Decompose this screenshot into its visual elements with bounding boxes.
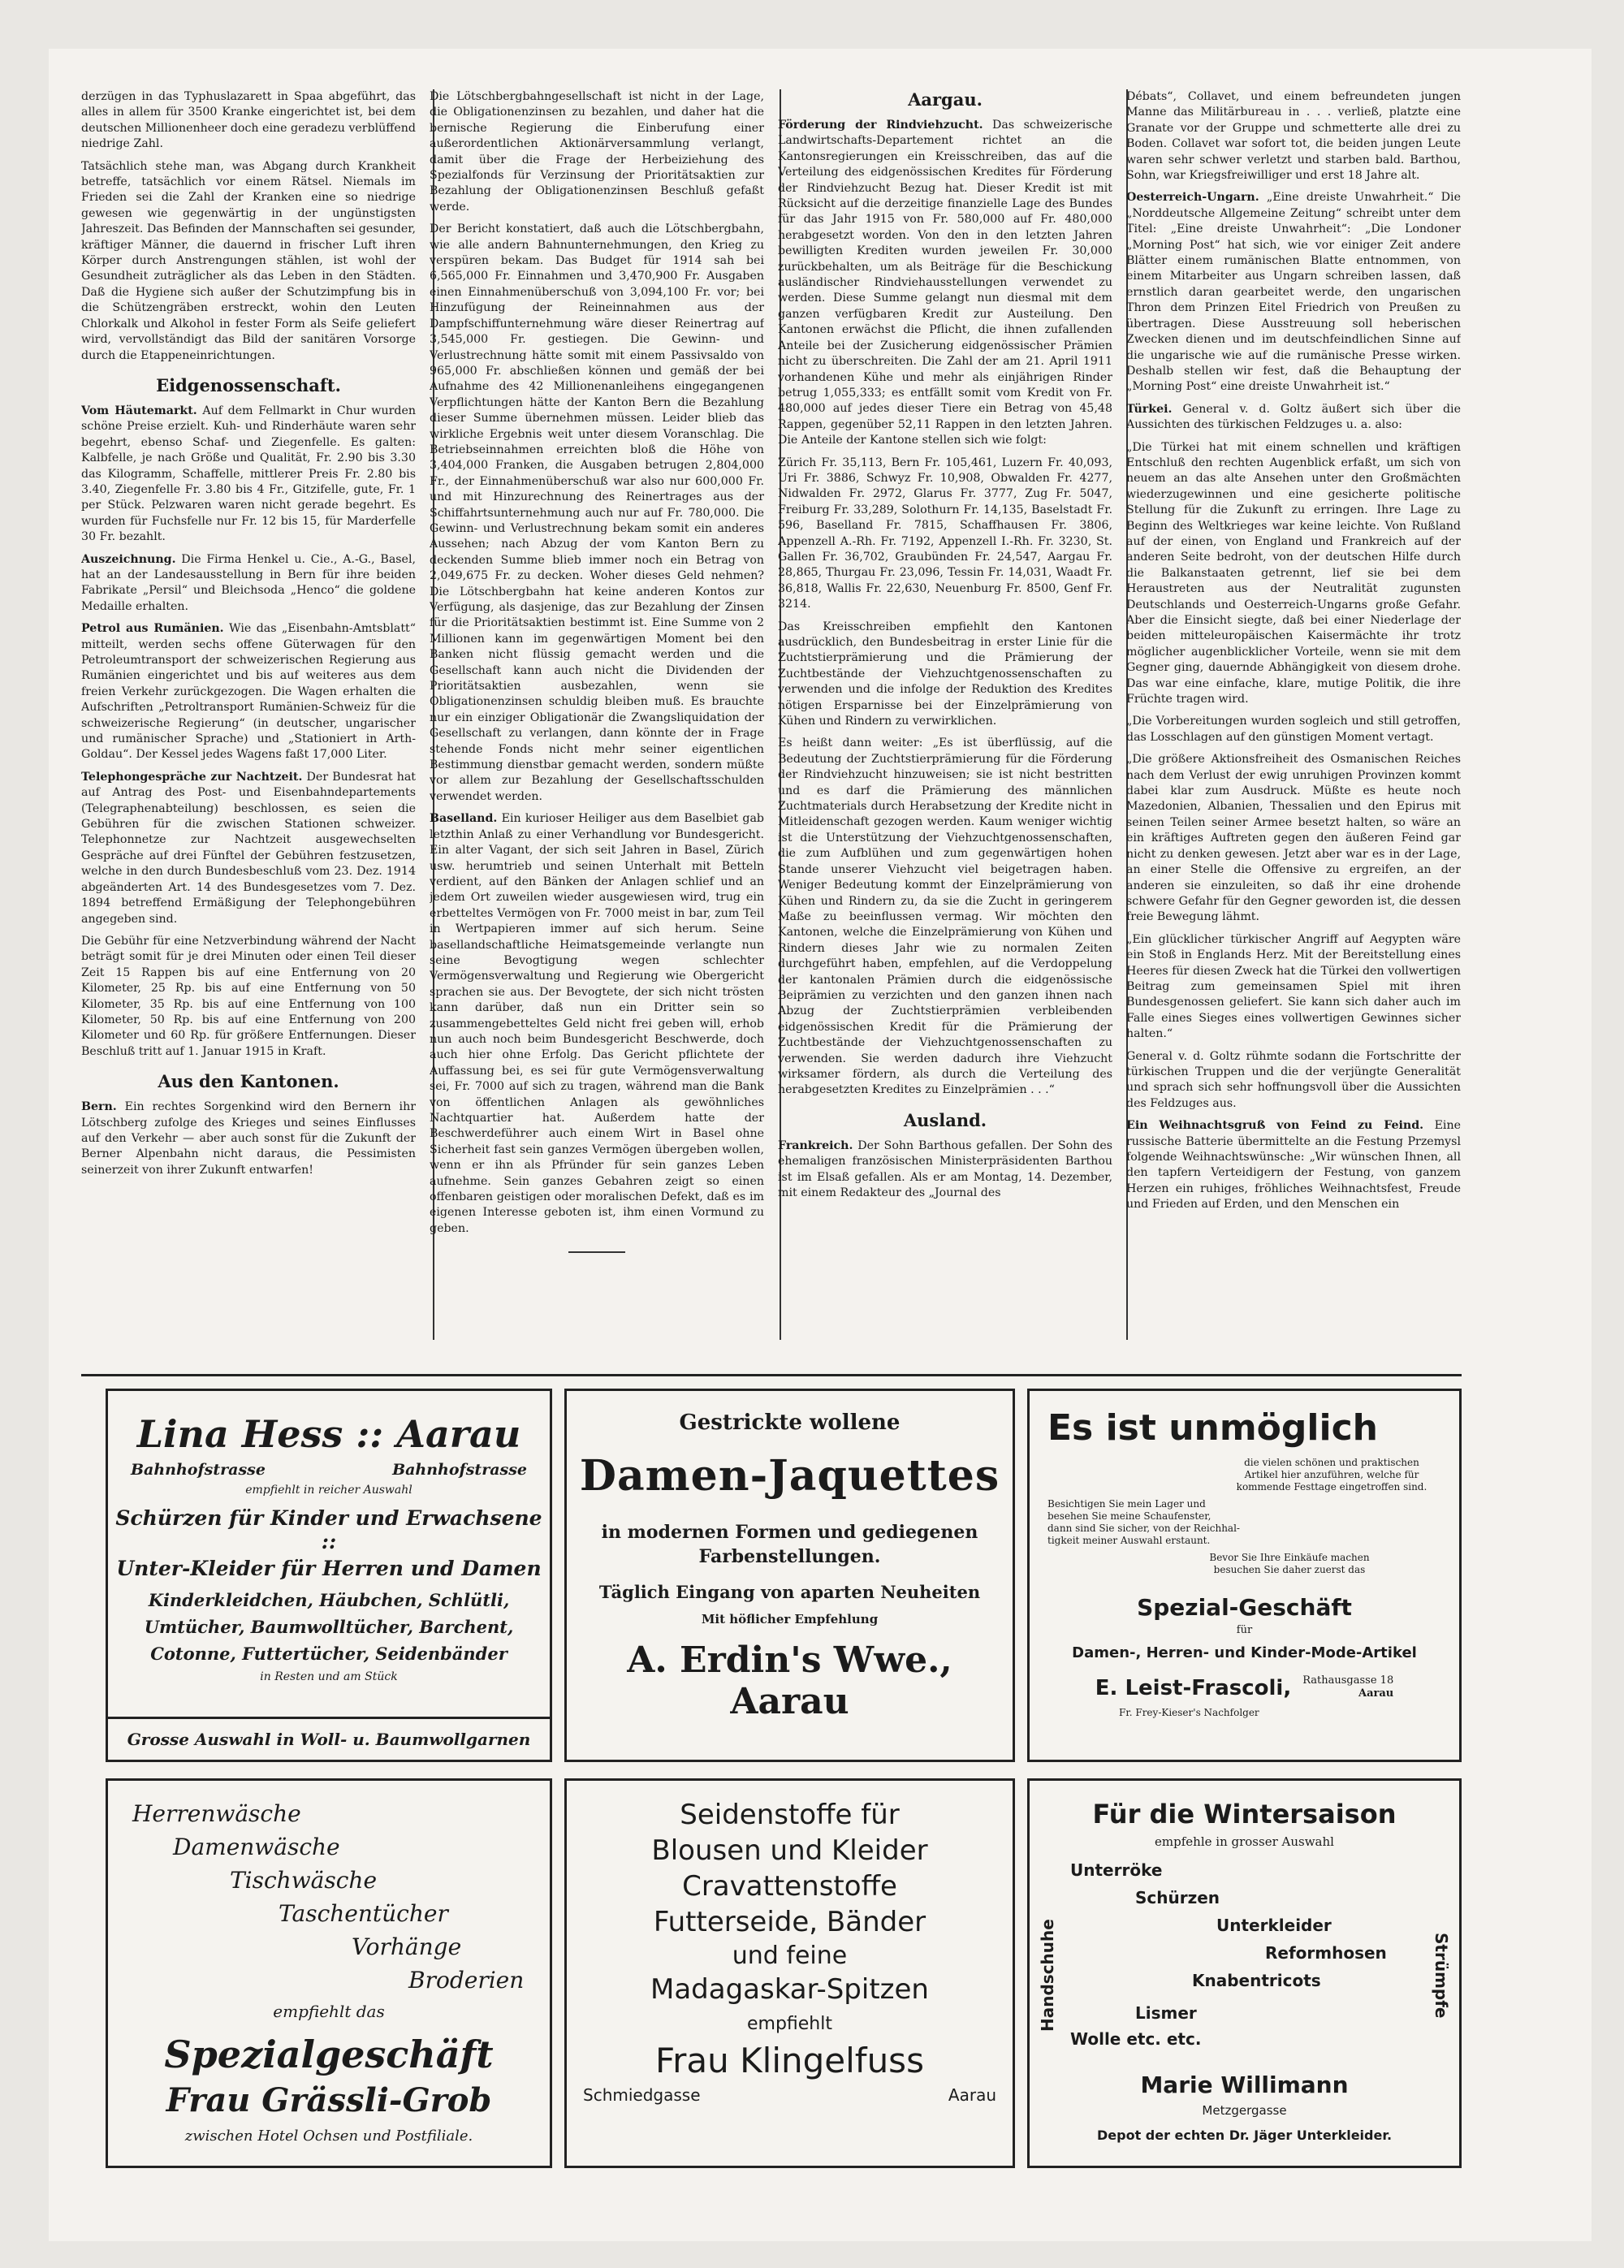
ad-text: Tischwäsche — [230, 1867, 378, 1894]
ad-text: Farbenstellungen. — [698, 1546, 881, 1567]
ad-item: Unterröke — [1070, 1860, 1163, 1880]
ad-item: Wolle etc. etc. — [1070, 2029, 1202, 2049]
paragraph: Der Bericht konstatiert, daß auch die Lötschbergbahn, wie alle andern Bahnunternehmungen, den Krieg zu verspüren bekam. Das Budget für 1914 sah bei 6,565,000 Fr. Einnahmen und 3,470,900 Fr. Ausgaben einen Einnahmenüberschuß von 3,094,100 Fr. vor; bei Hinzufügung der Reineinnahmen aus der Dampfschiffunternehmung wäre dieser Reinertrag auf 3,545,000 Fr. gestiegen. Die Gewinn- und Verlustrechnung hätte somit mit einem Passivsaldo von 965,000 Fr. abschließen können und gemäß der bei Aufnahme des 42 Millionenanleihens eingegangenen Verpflichtungen hätte der Kanton Bern die Bezahlung dieser Summe übernehmen müssen. Leider blieb das wirkliche Ergebnis weit unter diesem Voranschlag. Die Betriebseinnahmen erreichten bloß die Höhe von 3,404,000 Franken, die Ausgaben betrugen 2,804,000 Fr., der Einnahmenüberschuß war also nur 600,000 Fr. und mit Hinzurechnung des Reinertrages aus der Schiffahrtsunternehmung auch nur auf Fr. 780,000. Die Gewinn- und Verlustrechnung bekam somit ein anderes Aussehen; nach Abzug der vom Kanton Bern zu deckenden Summe blieb immer noch ein Betrag von 2,049,675 Fr. zu decken. Woher dieses Geld nehmen? Die Lötschbergbahn hat keine anderen Kontos zur Verfügung, als dasjenige, das zur Bezahlung der Zinsen für die Prioritätsaktien bestimmt ist. Eine Summe von 2 Millionen kann im gegenwärtigen Moment bei den Banken nicht flüssig gemacht werden und die Gesellschaft kann auch nicht die Dividenden der Prioritätsaktien ausbezahlen, wenn sie Obligationenzinsen schuldig bleiben muß. Es brauchte nur ein einziger Obligationär die Zwangsliquidation der Gesellschaft zu verlangen, dann könnte der in Frage stehende Fonds nicht mehr seiner eigentlichen Bestimmung dienstbar gemacht werden, sondern müßte vor allem zur Bezahlung der Gesellschaftsschulden verwendet werden. — [430, 222, 764, 803]
runin-heading: Ein Weihnachtsgruß von Feind zu Feind. — [1126, 1119, 1424, 1133]
ad-text: Täglich Eingang von aparten Neuheiten — [598, 1582, 981, 1602]
advertisements — [81, 1389, 1462, 2184]
paragraph: Türkei. General v. d. Goltz äußert sich über die Aussichten des türkischen Feldzuges u. a. also: — [1126, 402, 1461, 432]
ad-text: Cotonne, Futtertücher, Seidenbänder — [150, 1644, 508, 1664]
runin-heading: Auszeichnung. — [81, 552, 176, 566]
runin-heading: Türkei. — [1126, 402, 1173, 416]
ad-text: dann sind Sie sicher, von der Reichhal- — [1047, 1523, 1240, 1534]
ad-firm: E. Leist-Frascoli, — [1095, 1676, 1292, 1700]
ad-text: Taschentücher — [279, 1900, 448, 1927]
ad-address: zwischen Hotel Ochsen und Postfiliale. — [184, 2128, 473, 2145]
paragraph: Auszeichnung. Die Firma Henkel u. Cie., A.-G., Basel, hat an der Landesausstellung in Bern für ihre beiden Fabrikate „Persil“ und Bleichsoda „Henco“ die goldene Medaille erhalten. — [81, 552, 416, 613]
ad-text: besuchen Sie daher zuerst das — [1213, 1564, 1366, 1575]
paragraph: Förderung der Rindviehzucht. Das schweizerische Landwirtschafts-Departement richtet an die Kantonsregierungen ein Kreisschreiben, das auf die Verteilung des eidgenössischen Kredites für Förderung der Rindviehzucht Bezug hat. Dieser Kredit ist mit Rücksicht auf die derzeitige finanzielle Lage des Bundes für das Jahr 1915 von Fr. 580,000 auf Fr. 480,000 herabgesetzt worden. Von den in den letzten Jahren bewilligten Krediten wurden jeweilen Fr. 30,000 zurückbehalten, um als Beiträge für die Beschickung ausländischer Rindviehausstellungen verwendet zu werden. Diese Summe gelangt nun diesmal mit dem ganzen verfügbaren Kredit zur Austeilung. Den Kantonen erwächst die Pflicht, die ihnen zufallenden Anteile bei der Zusicherung eidgenössischer Prämien nicht zu überschreiten. Die Zahl der am 21. April 1911 vorhandenen Kühe und mehr als einjährigen Rinder betrug 1,055,333; es entfällt somit vom Kredit von Fr. 480,000 auf jedes dieser Tiere ein Betrag von 45,48 Rappen, gegenüber 52,11 Rappen in den letzten Jahren. Die Anteile der Kantone stellen sich wie folgt: — [778, 119, 1112, 447]
ad-willimann — [1027, 1778, 1462, 2168]
runin-heading: Bern. — [81, 1100, 117, 1114]
ad-text: Umtücher, Baumwolltücher, Barchent, — [144, 1617, 514, 1637]
column-2 — [430, 89, 764, 1356]
ad-text: empfehle in grosser Auswahl — [1155, 1834, 1334, 1849]
ad-text: besehen Sie meine Schaufenster, — [1047, 1510, 1212, 1522]
ad-address: Rathausgasse 18 — [1302, 1674, 1394, 1687]
ad-text: Fr. Frey-Kieser's Nachfolger — [1119, 1707, 1259, 1718]
section-heading-eidgenossenschaft: Eidgenossenschaft. — [156, 374, 341, 395]
ad-title: Es ist unmöglich — [1047, 1407, 1378, 1449]
paragraph: Ein Weihnachtsgruß von Feind zu Feind. Eine russische Batterie übermittelte an die Festung Przemysl folgende Weihnachtswünsche: „Wir wünschen Ihnen, all den tapfern Verteidigern der Festung, von ganzem Herzen ein ruhiges, fröhliches Weihnachtsfest, Freude und Frieden auf Erden, und den Menschen ein — [1126, 1119, 1461, 1212]
paragraph: Die Lötschbergbahngesellschaft ist nicht in der Lage, die Obligationenzinsen zu bezahlen, und daher hat die bernische Regierung die Einberufung einer außerordentlichen Aktionärversammlung verlangt, damit über die Frage der Herbeiziehung des Spezialfonds für Verzinsung der Prioritätsaktien zur Bezahlung der Obligationenzinsen Beschluß gefaßt werde. — [430, 90, 764, 214]
ad-text: für — [1236, 1624, 1253, 1636]
ad-text: Unter-Kleider für Herren und Damen — [116, 1557, 542, 1580]
ad-klingelfuss — [564, 1778, 1015, 2168]
paragraph: Die Gebühr für eine Netzverbindung während der Nacht beträgt somit für je drei Minuten oder einen Teil dieser Zeit 15 Rappen bis auf eine Entfernung von 20 Kilometer, 25 Rp. bis auf eine Entfernung von 50 Kilometer, 35 Rp. bis auf eine Entfernung von 100 Kilometer, 50 Rp. bis auf eine Entfernung von 200 Kilometer und 60 Rp. für größere Entfernungen. Dieser Beschluß tritt auf 1. Januar 1915 in Kraft. — [81, 934, 416, 1058]
ad-text: Mit höflicher Empfehlung — [701, 1612, 879, 1626]
ad-text: in modernen Formen und gediegenen — [601, 1522, 978, 1543]
ad-text: Herrenwäsche — [132, 1800, 301, 1827]
ad-text: die vielen schönen und praktischen — [1244, 1457, 1419, 1468]
ad-text: und feine — [732, 1942, 848, 1970]
paragraph: „Die größere Aktionsfreiheit des Osmanischen Reiches nach dem Verlust der ewig unruhigen Provinzen kommt dabei klar zum Ausdruck. Müßte es heute noch Mazedonien, Albanien, Thessalien und den Epirus mit seinen Teilen seiner Armee besetzt halten, so wäre an ein kräftiges Auftreten gegen den äußeren Feind gar nicht zu denken gewesen. Jetzt aber war es in der Lage, an einer Stelle die Offensive zu ergreifen, an der anderen sie einzuleiten, so daß ihr eine drohende schwere Gefahr für den Gegner geworden ist, die dessen freie Bewegung lähmt. — [1126, 753, 1461, 924]
paragraph: Baselland. Ein kurioser Heiliger aus dem Baselbiet gab letzthin Anlaß zu einer Verhandlung vor Bundesgericht. Ein alter Vagant, der sich seit Jahren in Basel, Zürich usw. herumtrieb und seinen Unterhalt mit Betteln verdient, auf den Bänken der Anlagen schlief und an jedem Ort zuweilen wieder ausgewiesen wird, trug ein erbetteltes Vermögen von Fr. 7000 meist in bar, zum Teil in Wertpapieren immer auf sich herum. Seine basellandschaftliche Heimatsgemeinde verlangte nun seine Bevogtigung wegen schlechter Vermögensverwaltung und Regierung wie Obergericht sprachen sie aus. Der Bevogtete, der sich nicht trösten kann darüber, daß nun ein Dritter sein so zusammengebetteltes Geld nicht frei geben will, erhob nun auch noch beim Bundesgericht Beschwerde, doch auch hier ohne Erfolg. Das Gericht pflichtete der Auffassung bei, es sei für gute Vermögensverwaltung sei, Fr. 7000 auf sich zu tragen, während man die Bank von öffentlichen Anlagen als gewöhnliches Nachtquartier hat. Außerdem hatte der Beschwerdeführer auch einem Wirt in Basel ohne Sicherheit fast sein ganzes Vermögen übergeben wollen, wenn er ihn als Pfründer für sein ganzes Leben aufnehme. Sein ganzes Gebahren zeigt so einen offenbaren geistigen oder moralischen Defekt, daß es im eigenen Interesse geboten ist, ihm einen Vormund zu geben. — [430, 812, 764, 1235]
ad-graessli-grob — [106, 1778, 552, 2168]
column-3 — [778, 89, 1112, 1356]
ad-text: tigkeit meiner Auswahl erstaunt. — [1047, 1535, 1211, 1546]
paragraph: Tatsächlich stehe man, was Abgang durch Krankheit betreffe, tatsächlich vor einem Rätsel. Niemals im Frieden sei die Zahl der Kranken eine so niedrige gewesen wie gegenwärtig in der ungünstigsten Jahreszeit. Das Befinden der Mannschaften sei gesunder, kräftiger Männer, die dauernd in frischer Luft ihren Körper durch Anstrengungen stählen, ist wohl der Gesundheit zuträglicher als das Leben in den Städten. Daß die Hygiene sich außer der Schutzimpfung bis in die Schützengräben erstreckt, wohin den Leuten Chlorkalk und Alkohol in fester Form als Seife geliefert wird, vervollständigt das Bild der sanitären Vorsorge durch die Etappeneinrichtungen. — [81, 159, 416, 362]
ad-spezial: Spezial-Geschäft — [1137, 1594, 1352, 1621]
ad-item: Reformhosen — [1265, 1943, 1387, 1963]
ad-text: kommende Festtage eingetroffen sind. — [1236, 1481, 1427, 1493]
ad-firm: Frau Klingelfuss — [655, 2041, 924, 2080]
ad-address: Aarau — [948, 2085, 996, 2105]
paragraph: Es heißt dann weiter: „Es ist überflüssig, auf die Bedeutung der Zuchtstierprämierung für die Förderung der Rindviehzucht hinzuweisen; sie ist nicht bestritten und es darf die Prämierung des männlichen Zuchtmaterials durch Herabsetzung der Kredite nicht in Mitleidenschaft gezogen werden. Kaum weniger wichtig ist die Unterstützung der Viehzuchtgenossenschaften, die zum Aufblühen und zum gegenwärtigen hohen Stande unserer Viehzucht viel beigetragen haben. Weniger Bedeutung kommt der Einzelprämierung von Kühen und Rindern zu, da sie die Zucht in geringerem Maße zu beeinflussen vermag. Wir möchten den Kantonen, welche die Einzelprämierung von Kühen und Rindern dieses Jahr wie zu normalen Zeiten durchgeführt haben, empfehlen, auf die Verdoppelung der kantonalen Prämien durch die eidgenössische Beiprämien zu verzichten und den ganzen ihnen nach Abzug der Zuchtstierprämien verbleibenden eidgenössischen Kredit für die Prämierung der Zuchtbestände der Viehzuchtgenossenschaften zu verwenden. Sie werden dadurch ihre Viehzucht wirksamer fördern, als durch die Verteilung des herabgesetzten Kredites zu Einzelprämien . . .“ — [778, 737, 1112, 1097]
runin-heading: Petrol aus Rumänien. — [81, 622, 224, 636]
ad-text: Broderien — [408, 1967, 525, 1994]
paragraph: Frankreich. Der Sohn Barthous gefallen. Der Sohn des ehemaligen französischen Ministerpräsidenten Barthou ist im Elsaß gefallen. Als er am Montag, 14. Dezember, mit einem Redakteur des „Journal des — [778, 1138, 1112, 1199]
ad-side-label: Handschuhe — [1038, 1919, 1057, 2033]
ad-text: Schürzen für Kinder und Erwachsene :: — [115, 1506, 542, 1553]
ad-lina-hess — [106, 1389, 552, 1762]
ad-erdin — [564, 1389, 1015, 1762]
section-heading-kantonen: Aus den Kantonen. — [158, 1071, 339, 1092]
ad-title: Für die Wintersaison — [1092, 1799, 1397, 1830]
ad-text: in Resten und am Stück — [260, 1670, 398, 1683]
ads-separator-rule — [81, 1374, 1462, 1376]
runin-heading: Baselland. — [430, 812, 498, 826]
paragraph: Oesterreich-Ungarn. „Eine dreiste Unwahrheit.“ Die „Norddeutsche Allgemeine Zeitung“ schreibt unter dem Titel: „Eine dreiste Unwahrheit“: „Die Londoner „Morning Post“ hat sich, wie vor einiger Zeit andere Blätter einem rumänischen Blatte entnommen, von einem Mitarbeiter aus Ungarn schreiben lassen, daß ernstlich daran gearbeitet werde, den ungarischen Thron dem Prinzen Eitel Friedrich von Preußen zu übertragen. Diese Ausstreuung soll heberischen Zwecken dienen und im deutschfeindlichen Sinne auf die ungarische wie auf die rumänische Presse wirken. Deshalb stellen wir fest, daß die Behauptung der „Morning Post“ eine dreiste Unwahrheit ist.“ — [1126, 191, 1461, 394]
paragraph: „Ein glücklicher türkischer Angriff auf Aegypten wäre ein Stoß in Englands Herz. Mit der Bereitstellung eines Heeres für diesen Zweck hat die Türkei den vollwertigen Beitrag zum gemeinsamen Spiel mit ihren Bundesgenossen geliefert. Sie kann sich daher auch im Falle eines Sieges eines vollwertigen Gewinnes sicher halten.“ — [1126, 932, 1461, 1041]
runin-heading: Oesterreich-Ungarn. — [1126, 191, 1259, 205]
paragraph: Débats“, Collavet, und einem befreundeten jungen Manne das Militärbureau in . . . verließ, platzte eine Granate vor der Gruppe und schmetterte alle drei zu Boden. Collavet war sofort tot, die beiden jungen Leute waren sehr schwer verletzt und starben bald. Barthou, Sohn, war Kriegsfreiwilliger und erst 18 Jahre alt. — [1126, 90, 1461, 183]
ad-leist-frascoli — [1027, 1389, 1462, 1762]
ad-text: Bevor Sie Ihre Einkäufe machen — [1209, 1552, 1370, 1563]
ad-text: empfiehlt — [746, 2014, 832, 2034]
paragraph: Telephongespräche zur Nachtzeit. Der Bundesrat hat auf Antrag des Post- und Eisenbahndepartements (Telegraphenabteilung) beschlossen, es seien die Gebühren für die zwischen Stationen schweizer. Telephonnetze zur Nachtzeit ausgewechselten Gespräche auf drei Fünftel der Gebühren festzusetzen, welche in den durch Bundesbeschluß vom 23. Dez. 1914 abgeänderten Art. 14 des Bundesgesetzes vom 7. Dez. 1894 betreffend Ermäßigung der Telephongebühren angegeben sind. — [81, 770, 416, 926]
ad-title: Lina Hess :: Aarau — [136, 1412, 521, 1456]
ad-text: Cravattenstoffe — [682, 1870, 897, 1903]
ad-address: Schmiedgasse — [583, 2085, 701, 2105]
section-heading-aargau: Aargau. — [908, 89, 983, 110]
ad-text: Seidenstoffe für — [680, 1799, 900, 1831]
ad-street: Bahnhofstrasse — [131, 1461, 266, 1479]
ad-firm: Frau Grässli-Grob — [166, 2081, 492, 2119]
runin-heading: Förderung der Rindviehzucht. — [778, 119, 983, 132]
section-heading-ausland: Ausland. — [903, 1109, 987, 1130]
runin-heading: Frankreich. — [778, 1138, 853, 1152]
paragraph: „Die Vorbereitungen wurden sogleich und still getroffen, das Losschlagen auf den günstigen Moment vertagt. — [1126, 715, 1461, 744]
ad-text: Gestrickte wollene — [679, 1410, 901, 1435]
ad-firm: Marie Willimann — [1140, 2071, 1349, 2098]
column-1 — [81, 89, 416, 1356]
ad-firm: A. Erdin's Wwe., Aarau — [627, 1639, 952, 1722]
ad-text: Besichtigen Sie mein Lager und — [1047, 1498, 1206, 1510]
paragraph: General v. d. Goltz rühmte sodann die Fortschritte der türkischen Truppen und die der verjüngte Generalität und sprach sich sehr hoffnungsvoll über die Aussichten des Feldzuges aus. — [1126, 1049, 1461, 1110]
end-rule — [568, 1251, 625, 1253]
ad-footer: Grosse Auswahl in Woll- u. Baumwollgarnen — [127, 1730, 531, 1749]
ad-side-label: Strümpfe — [1432, 1933, 1451, 2019]
paragraph: Petrol aus Rumänien. Wie das „Eisenbahn-Amtsblatt“ mitteilt, werden sechs offene Güterwagen für den Petroleumtransport der schweizerischen Regierung aus Rumänien eingerichtet und bis auf weiteres aus dem freien Verkehr zurückgezogen. Die Wagen erhalten die Aufschriften „Petroltransport Rumänien-Schweiz für die schweizerische Regierung“ (in deutscher, ungarischer und rumänischer Sprache) und „Stationiert in Arth-Goldau“. Der Kessel jedes Wagens faßt 17,000 Liter. — [81, 622, 416, 762]
ad-text: Kinderkleidchen, Häubchen, Schlütli, — [148, 1590, 510, 1610]
ad-title: Spezialgeschäft — [164, 2033, 494, 2076]
ad-text: Depot der echten Dr. Jäger Unterkleider. — [1096, 2128, 1393, 2143]
text-columns — [81, 89, 1462, 1356]
ad-text: Damen-, Herren- und Kinder-Mode-Artikel — [1072, 1644, 1417, 1661]
paragraph: Vom Häutemarkt. Auf dem Fellmarkt in Chur wurden schöne Preise erzielt. Kuh- und Rinderhäute waren sehr begehrt, ebenso Schaf- und Ziegenfelle. Es galten: Kalbfelle, je nach Größe und Qualität, Fr. 2.90 bis 3.30 das Kilogramm, Schaffelle, mittlerer Preis Fr. 2.80 bis 3.40, Ziegenfelle Fr. 3.80 bis 4 Fr., Gitzifelle, gute, Fr. 1 per Stück. Pelzwaren waren nicht gerade begehrt. Es wurden für Fuchsfelle nur Fr. 12 bis 15, für Marderfelle 30 Fr. bezahlt. — [81, 404, 416, 544]
paragraph: Das Kreisschreiben empfiehlt den Kantonen ausdrücklich, den Bundesbeitrag in erster Linie für die Zuchtstierprämierung und die Prämierung der Zuchtbestände der Viehzuchtgenossenschaften zu verwenden und die infolge der Reduktion des Kredites nötigen Ersparnisse bei der Einzelprämierung von Kühen und Rindern zu verwirklichen. — [778, 620, 1112, 728]
ad-text: Vorhänge — [352, 1933, 462, 1960]
ad-text: empfiehlt das — [273, 2002, 385, 2021]
ad-text: Artikel hier anzuführen, welche für — [1244, 1469, 1419, 1480]
paragraph: derzügen in das Typhuslazarett in Spaa abgeführt, das alles in allem für 3500 Kranke eingerichtet ist, bei dem deutschen Millionenheer doch eine geradezu verblüffend niedrige Zahl. — [81, 90, 416, 151]
ad-text: Blousen und Kleider — [651, 1834, 928, 1867]
ad-text: Futterseide, Bänder — [653, 1906, 926, 1938]
ad-address: Metzgergasse — [1202, 2103, 1287, 2118]
ad-text: Madagaskar-Spitzen — [650, 1973, 929, 2006]
ad-text: Damenwäsche — [173, 1834, 340, 1860]
column-4 — [1126, 89, 1461, 1356]
paragraph: Bern. Ein rechtes Sorgenkind wird den Bernern ihr Lötschberg zufolge des Krieges und seines Einflusses auf den Verkehr — aber auch sonst für die Zukunft der Berner Alpenbahn nicht daraus, die Pessimisten seinerzeit von ihrer Zukunft entwarfen! — [81, 1100, 416, 1177]
ad-title: Damen-Jaquettes — [579, 1451, 1000, 1501]
ad-street: Bahnhofstrasse — [392, 1461, 527, 1479]
ad-item: Unterkleider — [1216, 1916, 1332, 1935]
ad-text: empfiehlt in reicher Auswahl — [245, 1484, 412, 1497]
runin-heading: Telephongespräche zur Nachtzeit. — [81, 770, 303, 784]
runin-heading: Vom Häutemarkt. — [81, 404, 197, 417]
ad-item: Knabentricots — [1192, 1971, 1321, 1990]
ad-item: Lismer — [1135, 2003, 1197, 2023]
ad-address: Aarau — [1358, 1687, 1394, 1700]
ad-item: Schürzen — [1135, 1888, 1220, 1907]
paragraph: Zürich Fr. 35,113, Bern Fr. 105,461, Luzern Fr. 40,093, Uri Fr. 3886, Schwyz Fr. 10,908, Obwalden Fr. 4277, Nidwalden Fr. 2972, Glarus Fr. 3777, Zug Fr. 5047, Freiburg Fr. 33,289, Solothurn Fr. 14,135, Baselstadt Fr. 596, Baselland Fr. 7815, Schaffhausen Fr. 3806, Appenzell A.-Rh. Fr. 7192, Appenzell I.-Rh. Fr. 3230, St. Gallen Fr. 36,702, Graubünden Fr. 24,547, Aargau Fr. 28,865, Thurgau Fr. 23,096, Tessin Fr. 14,031, Waadt Fr. 36,818, Wallis Fr. 22,630, Neuenburg Fr. 8500, Genf Fr. 3214. — [778, 456, 1112, 611]
paragraph: „Die Türkei hat mit einem schnellen und kräftigen Entschluß den rechten Augenblick erfaßt, um sich von neuem an das alte Ansehen unter den Großmächten wiederzugewinnen und eine gesicherte politische Stellung für die Zukunft zu erringen. Ihre Lage zu Beginn des Weltkrieges war keine leichte. Von Rußland auf der einen, von England und Frankreich auf der anderen Seite bedroht, von der deutschen Hilfe durch die Balkanstaaten getrennt, lief sie bei dem Heraustreten aus der Neutralität zugunsten Deutschlands und Oesterreich-Ungarns große Gefahr. Aber die Einsicht siegte, daß bei einer Niederlage der beiden mitteleuropäischen Kaisermächte ihr trotz möglicher augenblicklicher Vorteile, wenn sie mit dem Gegner ging, dauernde Abhängigkeit von diesem drohe. Das war eine einfache, klare, mutige Politik, die ihre Früchte tragen wird. — [1126, 440, 1461, 706]
